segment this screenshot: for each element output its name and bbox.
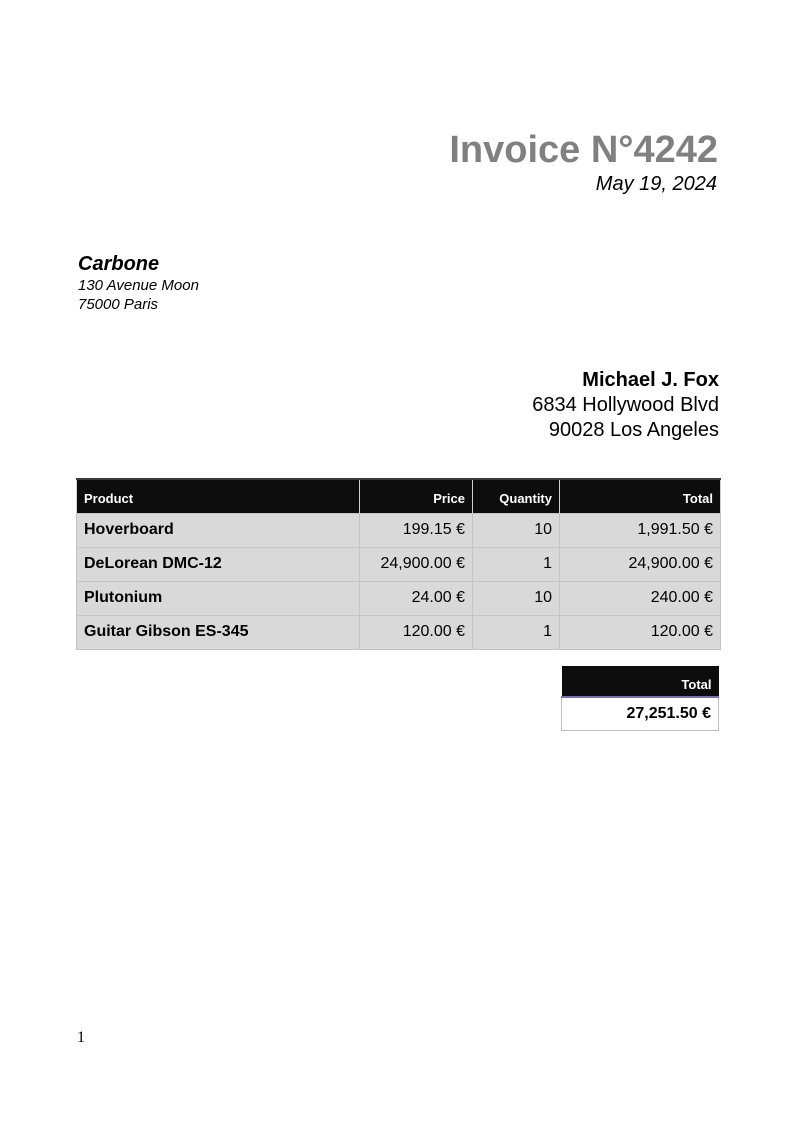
sender-street: 130 Avenue Moon [78,277,199,294]
invoice-items-table [76,478,721,650]
table-row [77,615,721,649]
table-row [77,547,721,581]
item-product: Hoverboard [77,513,360,547]
item-total: 120.00 € [560,615,721,649]
item-quantity: 10 [473,581,560,615]
table-header-row [77,479,721,513]
recipient-street: 6834 Hollywood Blvd [532,394,719,416]
table-row [77,581,721,615]
grand-total-value: 27,251.50 € [562,697,719,730]
column-header-price: Price [360,479,473,513]
item-total: 1,991.50 € [560,513,721,547]
recipient-address-block [532,368,719,443]
item-price: 24,900.00 € [360,547,473,581]
item-total: 24,900.00 € [560,547,721,581]
total-header-row [562,666,719,697]
recipient-city: 90028 Los Angeles [548,419,719,441]
column-header-total: Total [560,479,721,513]
item-product: Guitar Gibson ES-345 [77,615,360,649]
item-product: DeLorean DMC-12 [77,547,360,581]
item-quantity: 1 [473,547,560,581]
column-header-product: Product [77,479,360,513]
sender-name: Carbone [78,253,160,275]
item-price: 120.00 € [360,615,473,649]
total-header: Total [562,666,719,697]
item-quantity: 1 [473,615,560,649]
item-total: 240.00 € [560,581,721,615]
page-number: 1 [77,1029,85,1046]
column-header-quantity: Quantity [473,479,560,513]
total-value-row [562,697,719,730]
sender-address-block [78,252,199,314]
invoice-date: May 19, 2024 [595,173,717,195]
table-row [77,513,721,547]
item-price: 24.00 € [360,581,473,615]
sender-city: 75000 Paris [78,296,159,313]
item-product: Plutonium [77,581,360,615]
item-price: 199.15 € [360,513,473,547]
invoice-total-table [561,666,719,731]
item-quantity: 10 [473,513,560,547]
recipient-name: Michael J. Fox [582,369,719,391]
invoice-title: Invoice N°4242 [449,129,718,171]
